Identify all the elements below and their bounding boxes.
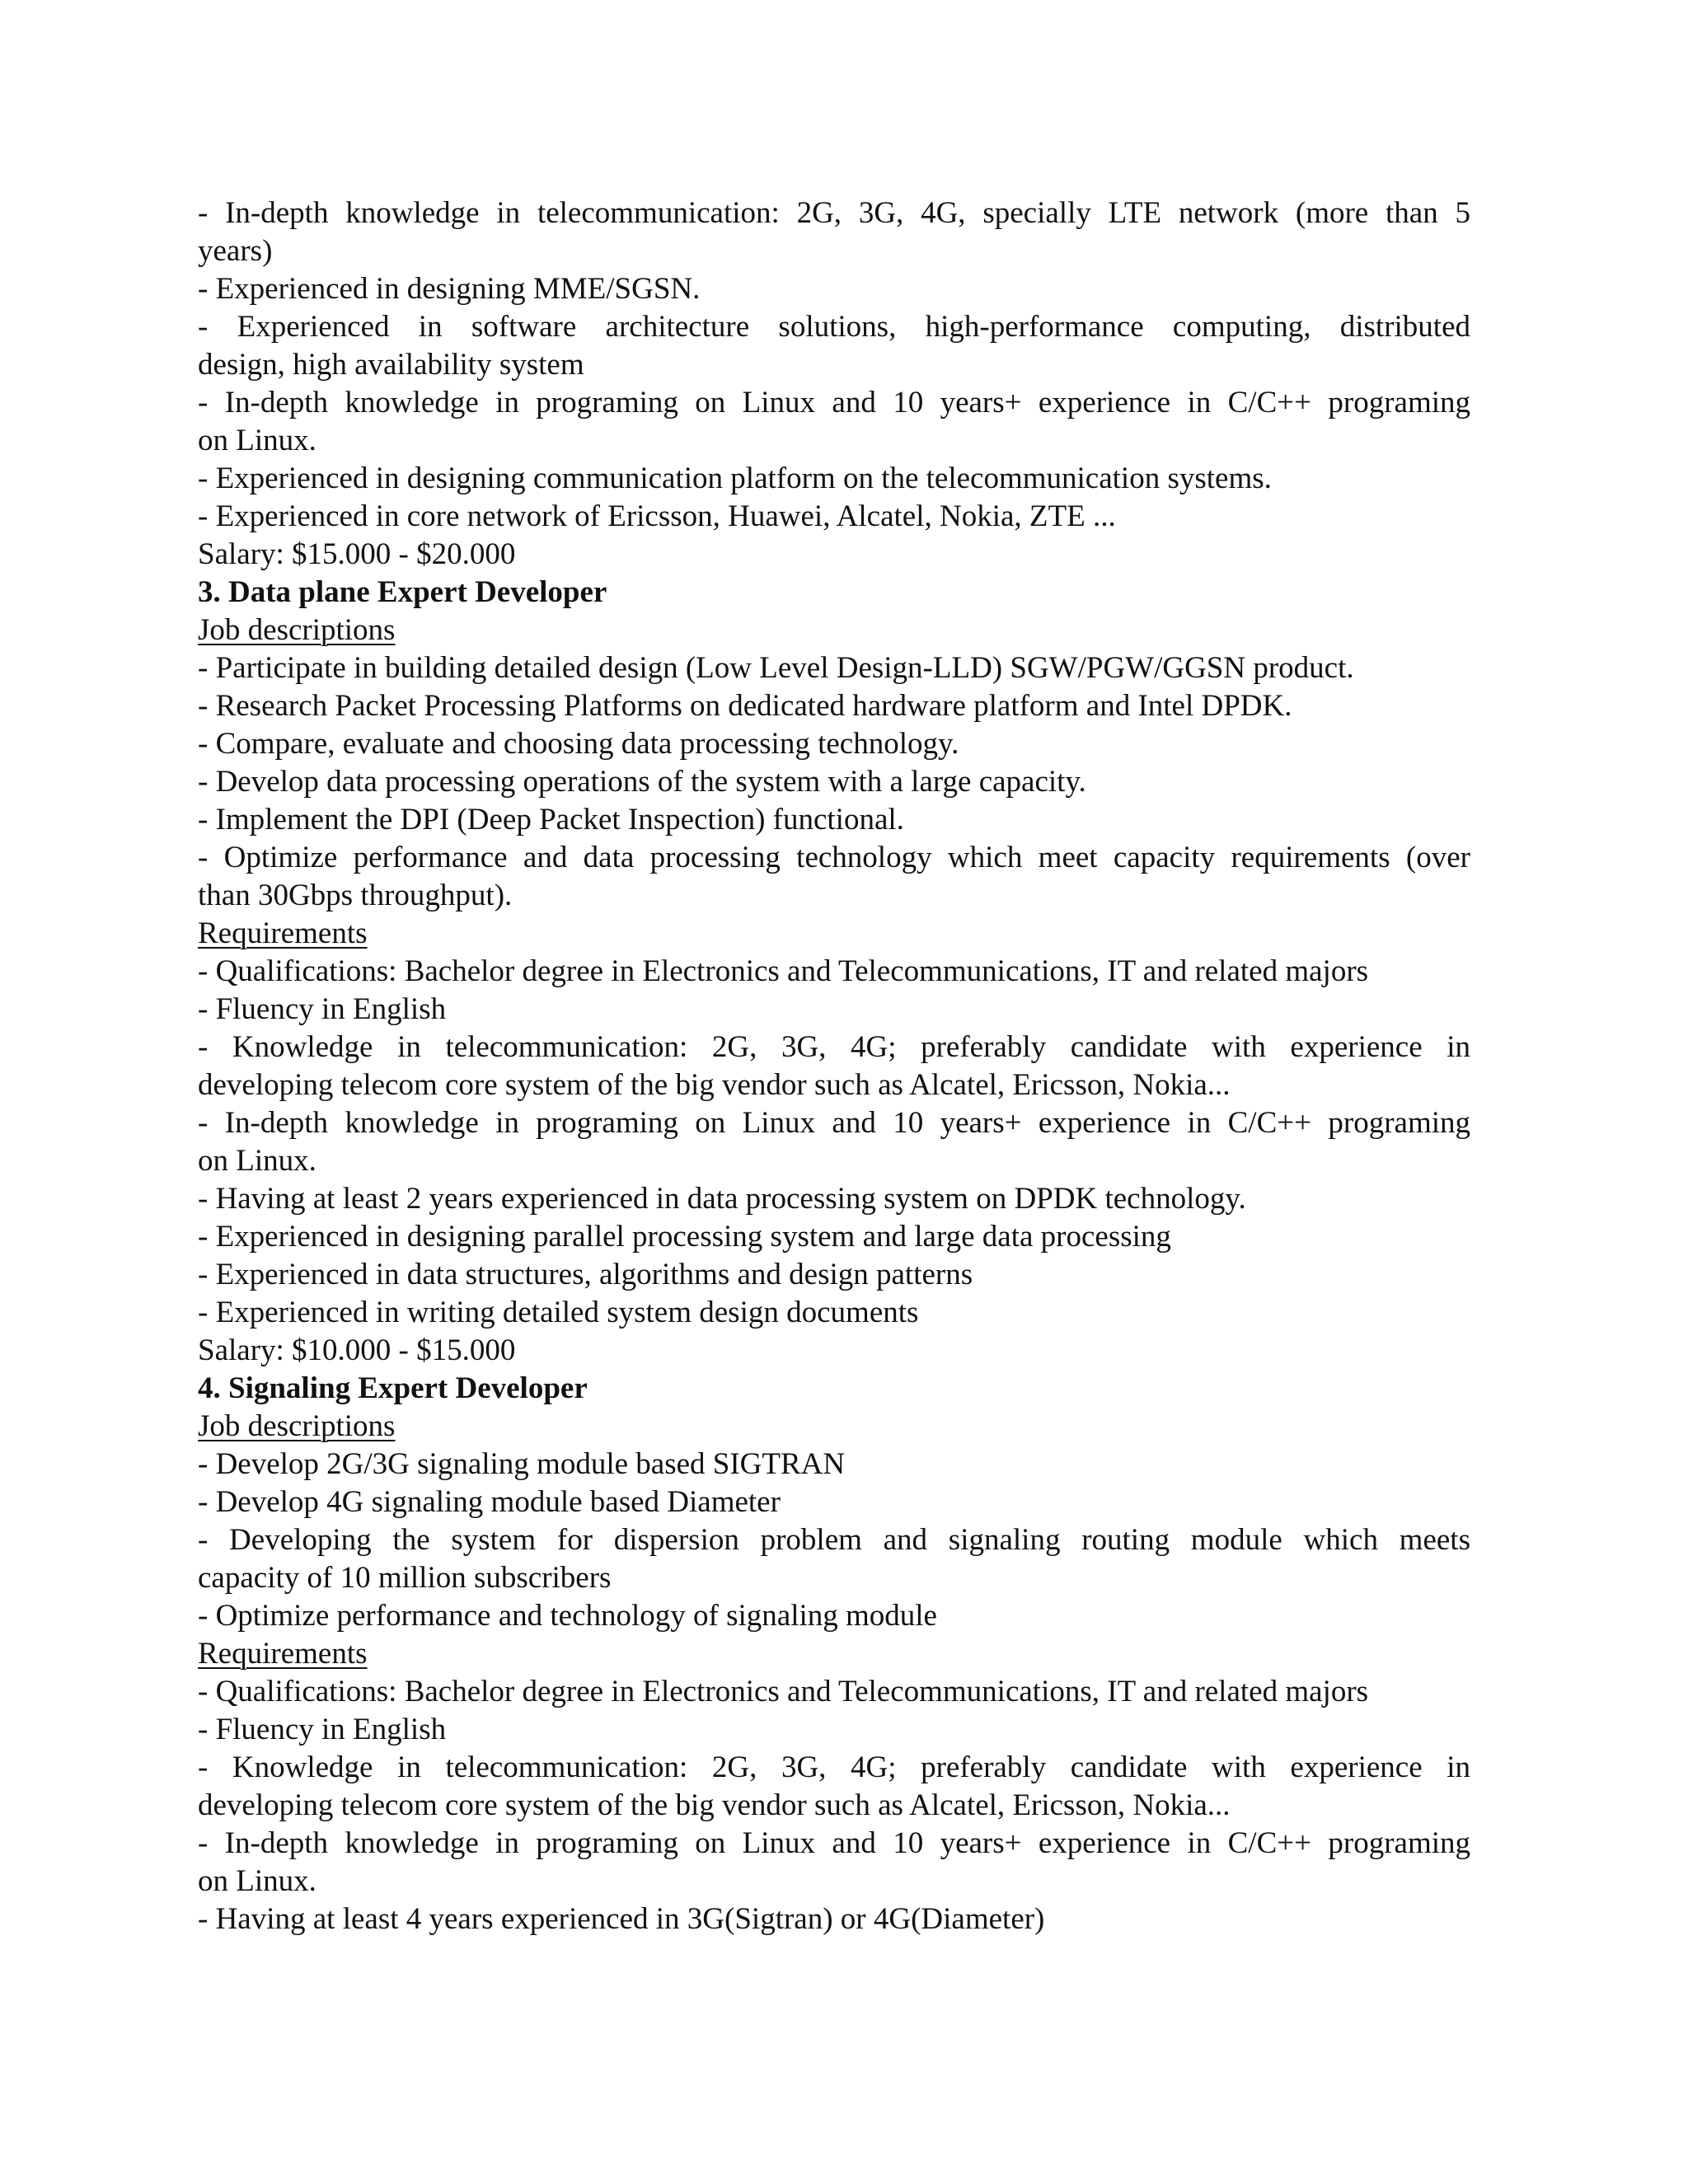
text-line: - Experienced in writing detailed system design documents	[198, 1296, 919, 1329]
text-line: - In-depth knowledge in programing on Linux and 10 years+ experience in C/C++ programing	[198, 1826, 1470, 1860]
text-line: - Research Packet Processing Platforms on dedicated hardware platform and Intel DPDK.	[198, 689, 1292, 723]
text-line: - Knowledge in telecommunication: 2G, 3G, 4G; preferably candidate with experience in	[198, 1750, 1470, 1784]
text-line: - Compare, evaluate and choosing data processing technology.	[198, 727, 959, 761]
text-line: - Knowledge in telecommunication: 2G, 3G, 4G; preferably candidate with experience in	[198, 1030, 1470, 1064]
text-line: - Having at least 2 years experienced in data processing system on DPDK technology.	[198, 1182, 1246, 1216]
text-line: - Experienced in data structures, algorithms and design patterns	[198, 1258, 973, 1291]
text-line: - Having at least 4 years experienced in 3G(Sigtran) or 4G(Diameter)	[198, 1902, 1045, 1936]
subsection-label: Requirements	[198, 1637, 368, 1671]
subsection-label: Job descriptions	[198, 1409, 396, 1443]
text-line: - Fluency in English	[198, 1713, 447, 1746]
text-line: developing telecom core system of the big vendor such as Alcatel, Ericsson, Nokia...	[198, 1788, 1231, 1822]
text-line: - Participate in building detailed design (Low Level Design-LLD) SGW/PGW/GGSN product.	[198, 651, 1354, 685]
text-line: - Developing the system for dispersion problem and signaling routing module which meets	[198, 1523, 1470, 1557]
section-heading: 4. Signaling Expert Developer	[198, 1371, 588, 1405]
text-line: - Implement the DPI (Deep Packet Inspection) functional.	[198, 803, 904, 837]
text-line: - Experienced in designing parallel processing system and large data processing	[198, 1220, 1171, 1254]
text-line: than 30Gbps throughput).	[198, 879, 513, 912]
text-line: - Fluency in English	[198, 992, 447, 1026]
text-line: - In-depth knowledge in telecommunication: 2G, 3G, 4G, specially LTE network (more than 5	[198, 196, 1470, 230]
text-line: developing telecom core system of the big vendor such as Alcatel, Ericsson, Nokia...	[198, 1068, 1231, 1102]
subsection-label: Job descriptions	[198, 613, 396, 647]
document-page	[198, 194, 1470, 1938]
text-line: design, high availability system	[198, 348, 584, 382]
text-line: - Develop 4G signaling module based Diameter	[198, 1485, 781, 1519]
text-line: on Linux.	[198, 1864, 316, 1898]
text-line: capacity of 10 million subscribers	[198, 1561, 612, 1595]
text-line: on Linux.	[198, 1144, 316, 1178]
subsection-label: Requirements	[198, 916, 368, 950]
section-heading: 3. Data plane Expert Developer	[198, 575, 607, 609]
text-line: Salary: $15.000 - $20.000	[198, 537, 516, 571]
text-line: - Optimize performance and technology of signaling module	[198, 1599, 937, 1633]
text-line: - Experienced in software architecture solutions, high-performance computing, distributed	[198, 310, 1470, 344]
text-line: years)	[198, 234, 273, 268]
text-line: - In-depth knowledge in programing on Linux and 10 years+ experience in C/C++ programing	[198, 1106, 1470, 1140]
text-line: - Experienced in core network of Ericsson, Huawei, Alcatel, Nokia, ZTE ...	[198, 499, 1116, 533]
text-line: - In-depth knowledge in programing on Linux and 10 years+ experience in C/C++ programing	[198, 386, 1470, 419]
text-line: - Develop 2G/3G signaling module based SIGTRAN	[198, 1447, 846, 1481]
text-line: - Optimize performance and data processing technology which meet capacity requirements (over	[198, 841, 1470, 874]
text-line: - Experienced in designing MME/SGSN.	[198, 272, 701, 306]
text-line: Salary: $10.000 - $15.000	[198, 1333, 516, 1367]
text-line: - Develop data processing operations of the system with a large capacity.	[198, 765, 1086, 799]
text-line: on Linux.	[198, 424, 316, 457]
text-line: - Experienced in designing communication platform on the telecommunication systems.	[198, 462, 1272, 495]
text-line: - Qualifications: Bachelor degree in Electronics and Telecommunications, IT and related majors	[198, 1675, 1369, 1708]
text-line: - Qualifications: Bachelor degree in Electronics and Telecommunications, IT and related majors	[198, 954, 1369, 988]
